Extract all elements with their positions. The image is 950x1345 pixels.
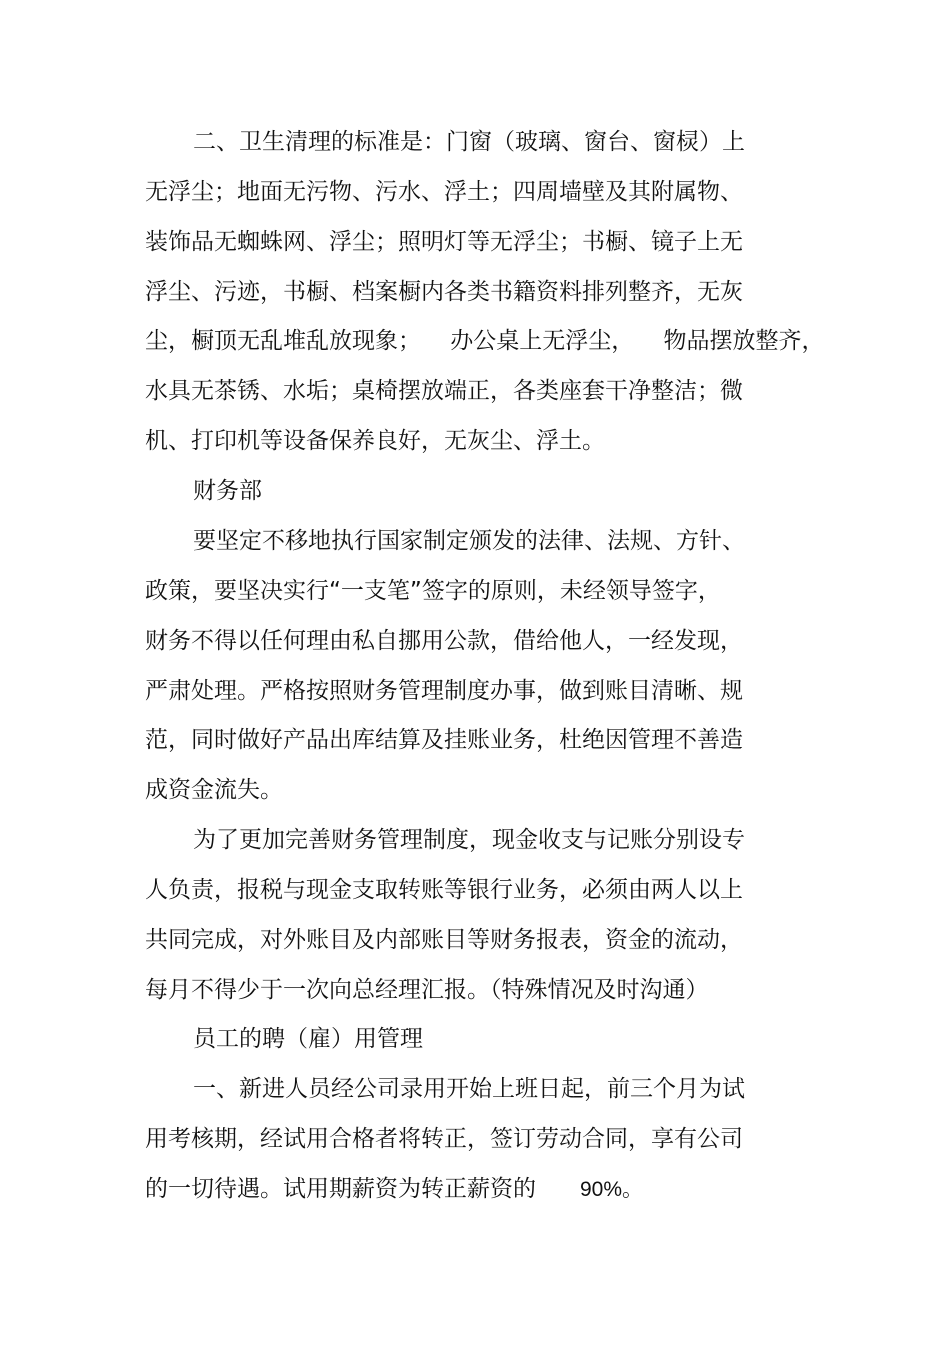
text-line-18: 每月不得少于一次向总经理汇报。（特殊情况及时沟通）	[145, 977, 709, 1003]
text-line-14: 成资金流失。	[145, 777, 283, 803]
text-line-12: 严肃处理。严格按照财务管理制度办事，做到账目清晰、规	[145, 678, 743, 704]
section-heading-finance: 财务部	[193, 478, 262, 504]
text-line-3: 装饰品无蜘蛛网、浮尘；照明灯等无浮尘；书橱、镜子上无	[145, 229, 743, 255]
text-line-11: 财务不得以任何理由私自挪用公款，借给他人，一经发现，	[145, 628, 743, 654]
text-line-16: 人负责，报税与现金支取转账等银行业务，必须由两人以上	[145, 877, 743, 903]
text-line-22: 的一切待遇。试用期薪资为转正薪资的	[145, 1176, 536, 1202]
text-line-5: 尘，橱顶无乱堆乱放现象； 办公桌上无浮尘， 物品摆放整齐，	[145, 328, 825, 354]
text-line-21: 用考核期，经试用合格者将转正，签订劳动合同，享有公司	[145, 1126, 743, 1152]
probation-percent: 90%。	[580, 1178, 644, 1201]
text-line-9: 要坚定不移地执行国家制定颁发的法律、法规、方针、	[193, 528, 745, 554]
text-line-10: 政策，要坚决实行“一支笔”签字的原则，未经领导签字，	[145, 578, 721, 604]
text-line-20: 一、新进人员经公司录用开始上班日起，前三个月为试	[193, 1076, 745, 1102]
text-line-17: 共同完成，对外账目及内部账目等财务报表，资金的流动，	[145, 927, 743, 953]
text-line-1: 二、卫生清理的标准是：门窗（玻璃、窗台、窗棂）上	[193, 129, 745, 155]
text-line-13: 范，同时做好产品出库结算及挂账业务，杜绝因管理不善造	[145, 727, 743, 753]
text-line-4: 浮尘、污迹，书橱、档案橱内各类书籍资料排列整齐，无灰	[145, 279, 743, 305]
section-heading-employment: 员工的聘（雇）用管理	[193, 1026, 423, 1052]
text-line-15: 为了更加完善财务管理制度，现金收支与记账分别设专	[193, 827, 745, 853]
text-line-6: 水具无茶锈、水垢；桌椅摆放端正，各类座套干净整洁；微	[145, 378, 743, 404]
text-line-2: 无浮尘；地面无污物、污水、浮土；四周墙壁及其附属物、	[145, 179, 743, 205]
text-line-7: 机、打印机等设备保养良好，无灰尘、浮土。	[145, 428, 605, 454]
